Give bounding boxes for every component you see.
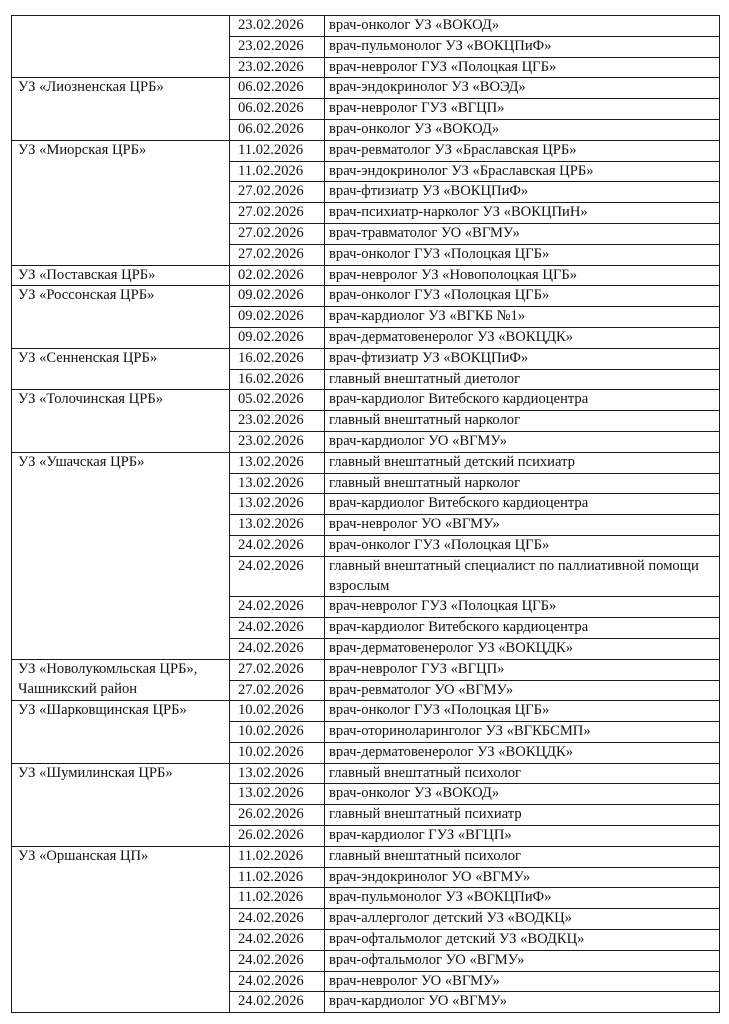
specialist-cell: врач-невролог ГУЗ «Полоцкая ЦГБ» [325,597,720,618]
table-row [12,846,720,867]
date-cell: 24.02.2026 [230,597,325,618]
specialist-cell: врач-онколог ГУЗ «Полоцкая ЦГБ» [325,286,720,307]
date-cell: 11.02.2026 [230,846,325,867]
date-cell: 24.02.2026 [230,556,325,597]
date-cell: 13.02.2026 [230,763,325,784]
date-cell: 06.02.2026 [230,78,325,99]
specialist-cell: врач-эндокринолог УО «ВГМУ» [325,867,720,888]
organization-cell [12,16,230,78]
date-cell: 23.02.2026 [230,16,325,37]
date-cell: 23.02.2026 [230,431,325,452]
date-cell: 13.02.2026 [230,515,325,536]
date-cell: 13.02.2026 [230,784,325,805]
specialist-cell: врач-онколог ГУЗ «Полоцкая ЦГБ» [325,244,720,265]
specialist-cell: врач-офтальмолог детский УЗ «ВОДКЦ» [325,930,720,951]
specialist-cell: врач-онколог ГУЗ «Полоцкая ЦГБ» [325,535,720,556]
specialist-cell: главный внештатный диетолог [325,369,720,390]
specialist-cell: врач-невролог ГУЗ «ВГЦП» [325,659,720,680]
date-cell: 24.02.2026 [230,618,325,639]
date-cell: 16.02.2026 [230,369,325,390]
date-cell: 27.02.2026 [230,244,325,265]
date-cell: 09.02.2026 [230,327,325,348]
specialist-cell: врач-эндокринолог УЗ «ВОЭД» [325,78,720,99]
table-row [12,763,720,784]
specialist-cell: врач-кардиолог Витебского кардиоцентра [325,390,720,411]
organization-cell: УЗ «Шумилинская ЦРБ» [12,763,230,846]
organization-cell: УЗ «Лиозненская ЦРБ» [12,78,230,140]
organization-cell: УЗ «Ушачская ЦРБ» [12,452,230,659]
specialist-cell: врач-кардиолог Витебского кардиоцентра [325,618,720,639]
date-cell: 26.02.2026 [230,826,325,847]
date-cell: 24.02.2026 [230,638,325,659]
date-cell: 24.02.2026 [230,909,325,930]
specialist-cell: врач-пульмонолог УЗ «ВОКЦПиФ» [325,888,720,909]
specialist-cell: врач-ревматолог УЗ «Браславская ЦРБ» [325,140,720,161]
specialist-cell: главный внештатный детский психиатр [325,452,720,473]
date-cell: 27.02.2026 [230,680,325,701]
organization-cell: УЗ «Оршанская ЦП» [12,846,230,1012]
table-row [12,348,720,369]
date-cell: 13.02.2026 [230,494,325,515]
specialist-cell: врач-эндокринолог УЗ «Браславская ЦРБ» [325,161,720,182]
specialist-cell: врач-невролог ГУЗ «Полоцкая ЦГБ» [325,57,720,78]
date-cell: 13.02.2026 [230,473,325,494]
schedule-table-body [12,16,720,1013]
date-cell: 24.02.2026 [230,971,325,992]
specialist-cell: врач-онколог ГУЗ «Полоцкая ЦГБ» [325,701,720,722]
specialist-cell: врач-кардиолог Витебского кардиоцентра [325,494,720,515]
date-cell: 23.02.2026 [230,57,325,78]
date-cell: 10.02.2026 [230,701,325,722]
specialist-cell: главный внештатный нарколог [325,411,720,432]
date-cell: 27.02.2026 [230,182,325,203]
specialist-cell: врач-оториноларинголог УЗ «ВГКБСМП» [325,722,720,743]
organization-cell: УЗ «Новолукомльская ЦРБ», Чашникский район [12,659,230,701]
table-row [12,78,720,99]
schedule-table [11,15,720,1013]
date-cell: 10.02.2026 [230,722,325,743]
date-cell: 11.02.2026 [230,161,325,182]
table-row [12,265,720,286]
organization-cell: УЗ «Шарковщинская ЦРБ» [12,701,230,763]
date-cell: 11.02.2026 [230,867,325,888]
date-cell: 24.02.2026 [230,535,325,556]
specialist-cell: врач-дерматовенеролог УЗ «ВОКЦДК» [325,742,720,763]
specialist-cell: главный внештатный психолог [325,763,720,784]
specialist-cell: врач-невролог УЗ «Новополоцкая ЦГБ» [325,265,720,286]
date-cell: 11.02.2026 [230,140,325,161]
organization-cell: УЗ «Поставская ЦРБ» [12,265,230,286]
date-cell: 23.02.2026 [230,36,325,57]
specialist-cell: врач-дерматовенеролог УЗ «ВОКЦДК» [325,327,720,348]
specialist-cell: врач-онколог УЗ «ВОКОД» [325,784,720,805]
specialist-cell: врач-аллерголог детский УЗ «ВОДКЦ» [325,909,720,930]
date-cell: 02.02.2026 [230,265,325,286]
table-row [12,390,720,411]
specialist-cell: врач-кардиолог УО «ВГМУ» [325,992,720,1013]
specialist-cell: врач-невролог ГУЗ «ВГЦП» [325,99,720,120]
specialist-cell: врач-офтальмолог УО «ВГМУ» [325,950,720,971]
specialist-cell: врач-кардиолог ГУЗ «ВГЦП» [325,826,720,847]
date-cell: 11.02.2026 [230,888,325,909]
specialist-cell: врач-ревматолог УО «ВГМУ» [325,680,720,701]
date-cell: 16.02.2026 [230,348,325,369]
date-cell: 27.02.2026 [230,659,325,680]
date-cell: 24.02.2026 [230,950,325,971]
specialist-cell: главный внештатный специалист по паллиативной помощи взрослым [325,556,720,597]
specialist-cell: главный внештатный психиатр [325,805,720,826]
specialist-cell: врач-онколог УЗ «ВОКОД» [325,16,720,37]
organization-cell: УЗ «Миорская ЦРБ» [12,140,230,265]
specialist-cell: врач-фтизиатр УЗ «ВОКЦПиФ» [325,348,720,369]
specialist-cell: главный внештатный психолог [325,846,720,867]
specialist-cell: врач-кардиолог УО «ВГМУ» [325,431,720,452]
date-cell: 23.02.2026 [230,411,325,432]
date-cell: 24.02.2026 [230,930,325,951]
date-cell: 27.02.2026 [230,223,325,244]
date-cell: 10.02.2026 [230,742,325,763]
date-cell: 09.02.2026 [230,307,325,328]
date-cell: 09.02.2026 [230,286,325,307]
organization-cell: УЗ «Сенненская ЦРБ» [12,348,230,390]
specialist-cell: главный внештатный нарколог [325,473,720,494]
date-cell: 24.02.2026 [230,992,325,1013]
specialist-cell: врач-невролог УО «ВГМУ» [325,515,720,536]
organization-cell: УЗ «Толочинская ЦРБ» [12,390,230,452]
table-row [12,16,720,37]
table-row [12,452,720,473]
specialist-cell: врач-дерматовенеролог УЗ «ВОКЦДК» [325,638,720,659]
organization-cell: УЗ «Россонская ЦРБ» [12,286,230,348]
date-cell: 27.02.2026 [230,203,325,224]
date-cell: 06.02.2026 [230,119,325,140]
date-cell: 26.02.2026 [230,805,325,826]
date-cell: 13.02.2026 [230,452,325,473]
date-cell: 05.02.2026 [230,390,325,411]
specialist-cell: врач-пульмонолог УЗ «ВОКЦПиФ» [325,36,720,57]
table-row [12,659,720,680]
specialist-cell: врач-травматолог УО «ВГМУ» [325,223,720,244]
date-cell: 06.02.2026 [230,99,325,120]
specialist-cell: врач-фтизиатр УЗ «ВОКЦПиФ» [325,182,720,203]
table-row [12,701,720,722]
table-row [12,140,720,161]
table-row [12,286,720,307]
specialist-cell: врач-невролог УО «ВГМУ» [325,971,720,992]
specialist-cell: врач-кардиолог УЗ «ВГКБ №1» [325,307,720,328]
specialist-cell: врач-психиатр-нарколог УЗ «ВОКЦПиН» [325,203,720,224]
specialist-cell: врач-онколог УЗ «ВОКОД» [325,119,720,140]
